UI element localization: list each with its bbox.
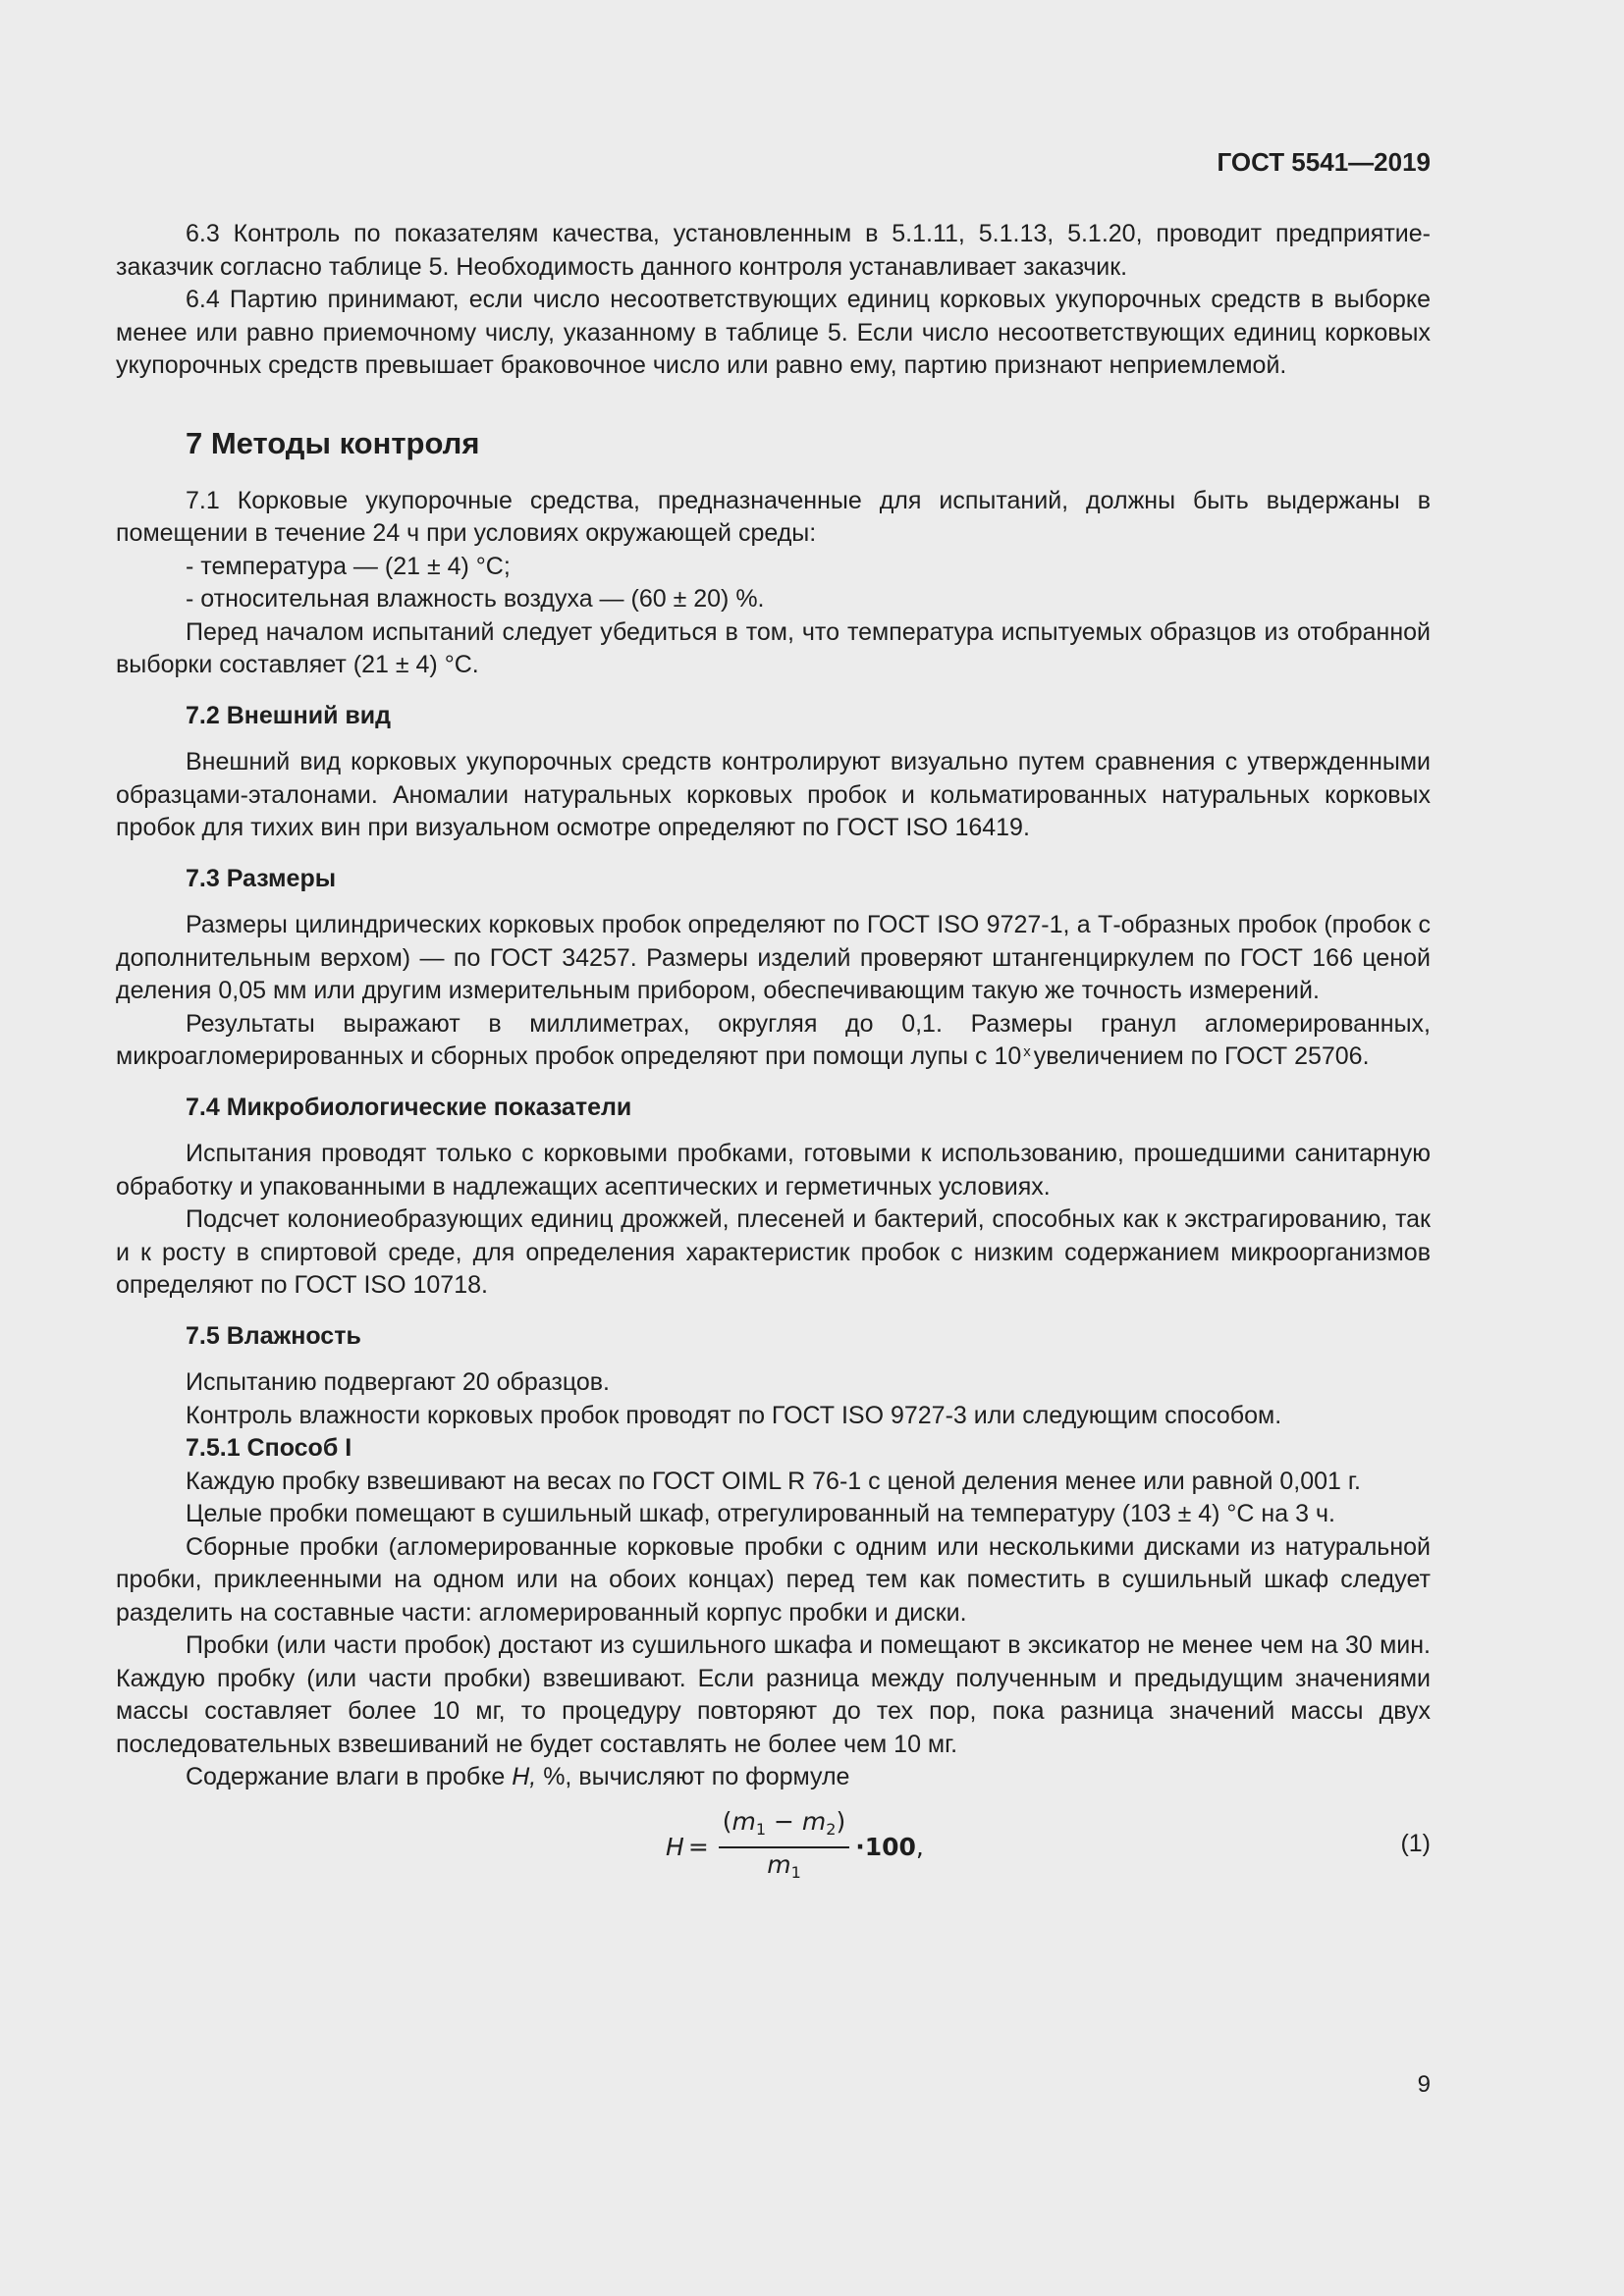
paragraph-7-4-b: Подсчет колониеобразующих единиц дрожжей, плесеней и бактерий, способных как к экстрагированию, так и к росту в спиртовой среде, для определения характеристик пробок с низким содержанием микроорганизмов определяют по ГОСТ ISO 10718.	[116, 1205, 1431, 1299]
section-7-5-title: 7.5 Влажность	[186, 1321, 361, 1350]
page-number: 9	[1417, 2071, 1431, 2098]
section-7-5-1-title: 7.5.1 Способ I	[186, 1434, 352, 1462]
section-7-3-title: 7.3 Размеры	[186, 864, 337, 892]
document-id: ГОСТ 5541—2019	[1217, 147, 1431, 177]
list-item-temperature: - температура — (21 ± 4) °С;	[186, 552, 511, 580]
section-7-title: 7 Методы контроля	[186, 425, 480, 460]
paragraph-7-5-1-e: Содержание влаги в пробке H, %, вычисляют по формуле	[186, 1763, 850, 1790]
paragraph-7-5-1-d: Пробки (или части пробок) достают из сушильного шкафа и помещают в эксикатор не менее чем на 30 мин. Каждую пробку (или части пробки) взвешивают. Если разница между полученным и предыдущим значениями массы составляет более 10 мг, то процедуру повторяют до тех пор, пока разница значений массы двух последовательных взвешиваний не будет составлять не более чем 10 мг.	[116, 1631, 1431, 1758]
paragraph-7-3-a: Размеры цилиндрических корковых пробок определяют по ГОСТ ISO 9727-1, а Т-образных пробок (пробок с дополнительным верхом) — по ГОСТ 34257. Размеры изделий проверяют штангенциркулем по ГОСТ 166 ценой деления 0,05 мм или другим измерительным прибором, обеспечивающим такую же точность измерений.	[116, 911, 1431, 1004]
paragraph-7-5-1-c: Сборные пробки (агломерированные корковые пробки с одним или несколькими дисками из натуральной пробки, приклеенными на одном или на обоих концах) перед тем как поместить в сушильный шкаф следует разделить на составные части: агломерированный корпус пробки и диски.	[116, 1532, 1431, 1627]
page-content	[116, 147, 1431, 1893]
paragraph-7-5-a: Испытанию подвергают 20 образцов.	[186, 1368, 611, 1396]
formula-denominator: $m_1$	[767, 1849, 801, 1882]
formula-numerator: $(m_1 - m_2)$	[719, 1807, 849, 1848]
paragraph-7-1-note: Перед началом испытаний следует убедиться в том, что температура испытуемых образцов из отобранной выборки составляет (21 ± 4) °С.	[116, 617, 1431, 678]
section-7-2-title: 7.2 Внешний вид	[186, 701, 391, 729]
paragraph-7-5-b: Контроль влажности корковых пробок проводят по ГОСТ ISO 9727-3 или следующим способом.	[186, 1401, 1282, 1429]
paragraph-7-4-a: Испытания проводят только с корковыми пробками, готовыми к использованию, прошедшими санитарную обработку и упакованными в надлежащих асептических и герметичных условиях.	[116, 1140, 1431, 1201]
formula-row	[116, 1808, 1431, 1893]
paragraph-7-5-1-a: Каждую пробку взвешивают на весах по ГОСТ OIML R 76-1 с ценой деления менее или равной 0,001 г.	[186, 1467, 1361, 1495]
list-item-humidity: - относительная влажность воздуха — (60 ± 20) %.	[186, 585, 765, 613]
paragraph-7-1: 7.1 Корковые укупорочные средства, предназначенные для испытаний, должны быть выдержаны в помещении в течение 24 ч при условиях окружающей среды:	[116, 486, 1431, 547]
paragraph-7-2: Внешний вид корковых укупорочных средств контролируют визуально путем сравнения с утвержденными образцами-эталонами. Аномалии натуральных корковых пробок и кольматированных натуральных корковых пробок для тихих вин при визуальном осмотре определяют по ГОСТ ISO 16419.	[116, 748, 1431, 841]
paragraph-6-3: 6.3 Контроль по показателям качества, установленным в 5.1.11, 5.1.13, 5.1.20, проводит предприятие-заказчик согласно таблице 5. Необходимость данного контроля устанавливает заказчик.	[116, 220, 1431, 281]
paragraph-7-5-1-b: Целые пробки помещают в сушильный шкаф, отрегулированный на температуру (103 ± 4) °С на 3 ч.	[186, 1500, 1335, 1527]
moisture-formula: H = $\frac{(m_1 - m_2)}{m_1}$ ·100 ,	[666, 1808, 924, 1887]
paragraph-6-4: 6.4 Партию принимают, если число несоответствующих единиц корковых укупорочных средств в выборке менее или равно приемочному числу, указанному в таблице 5. Если число несоответствующих единиц корковых укупорочных средств превышает браковочное число или равно ему, партию признают неприемлемой.	[116, 286, 1431, 379]
paragraph-7-3-b: Результаты выражают в миллиметрах, округляя до 0,1. Размеры гранул агломерированных, микроагломерированных и сборных пробок определяют при помощи лупы с 10 $^x$ увеличением по ГОСТ 25706.	[116, 1009, 1431, 1070]
section-7-4-title: 7.4 Микробиологические показатели	[186, 1093, 632, 1121]
formula-fraction	[719, 1807, 849, 1888]
formula-number: (1)	[1400, 1829, 1431, 1857]
